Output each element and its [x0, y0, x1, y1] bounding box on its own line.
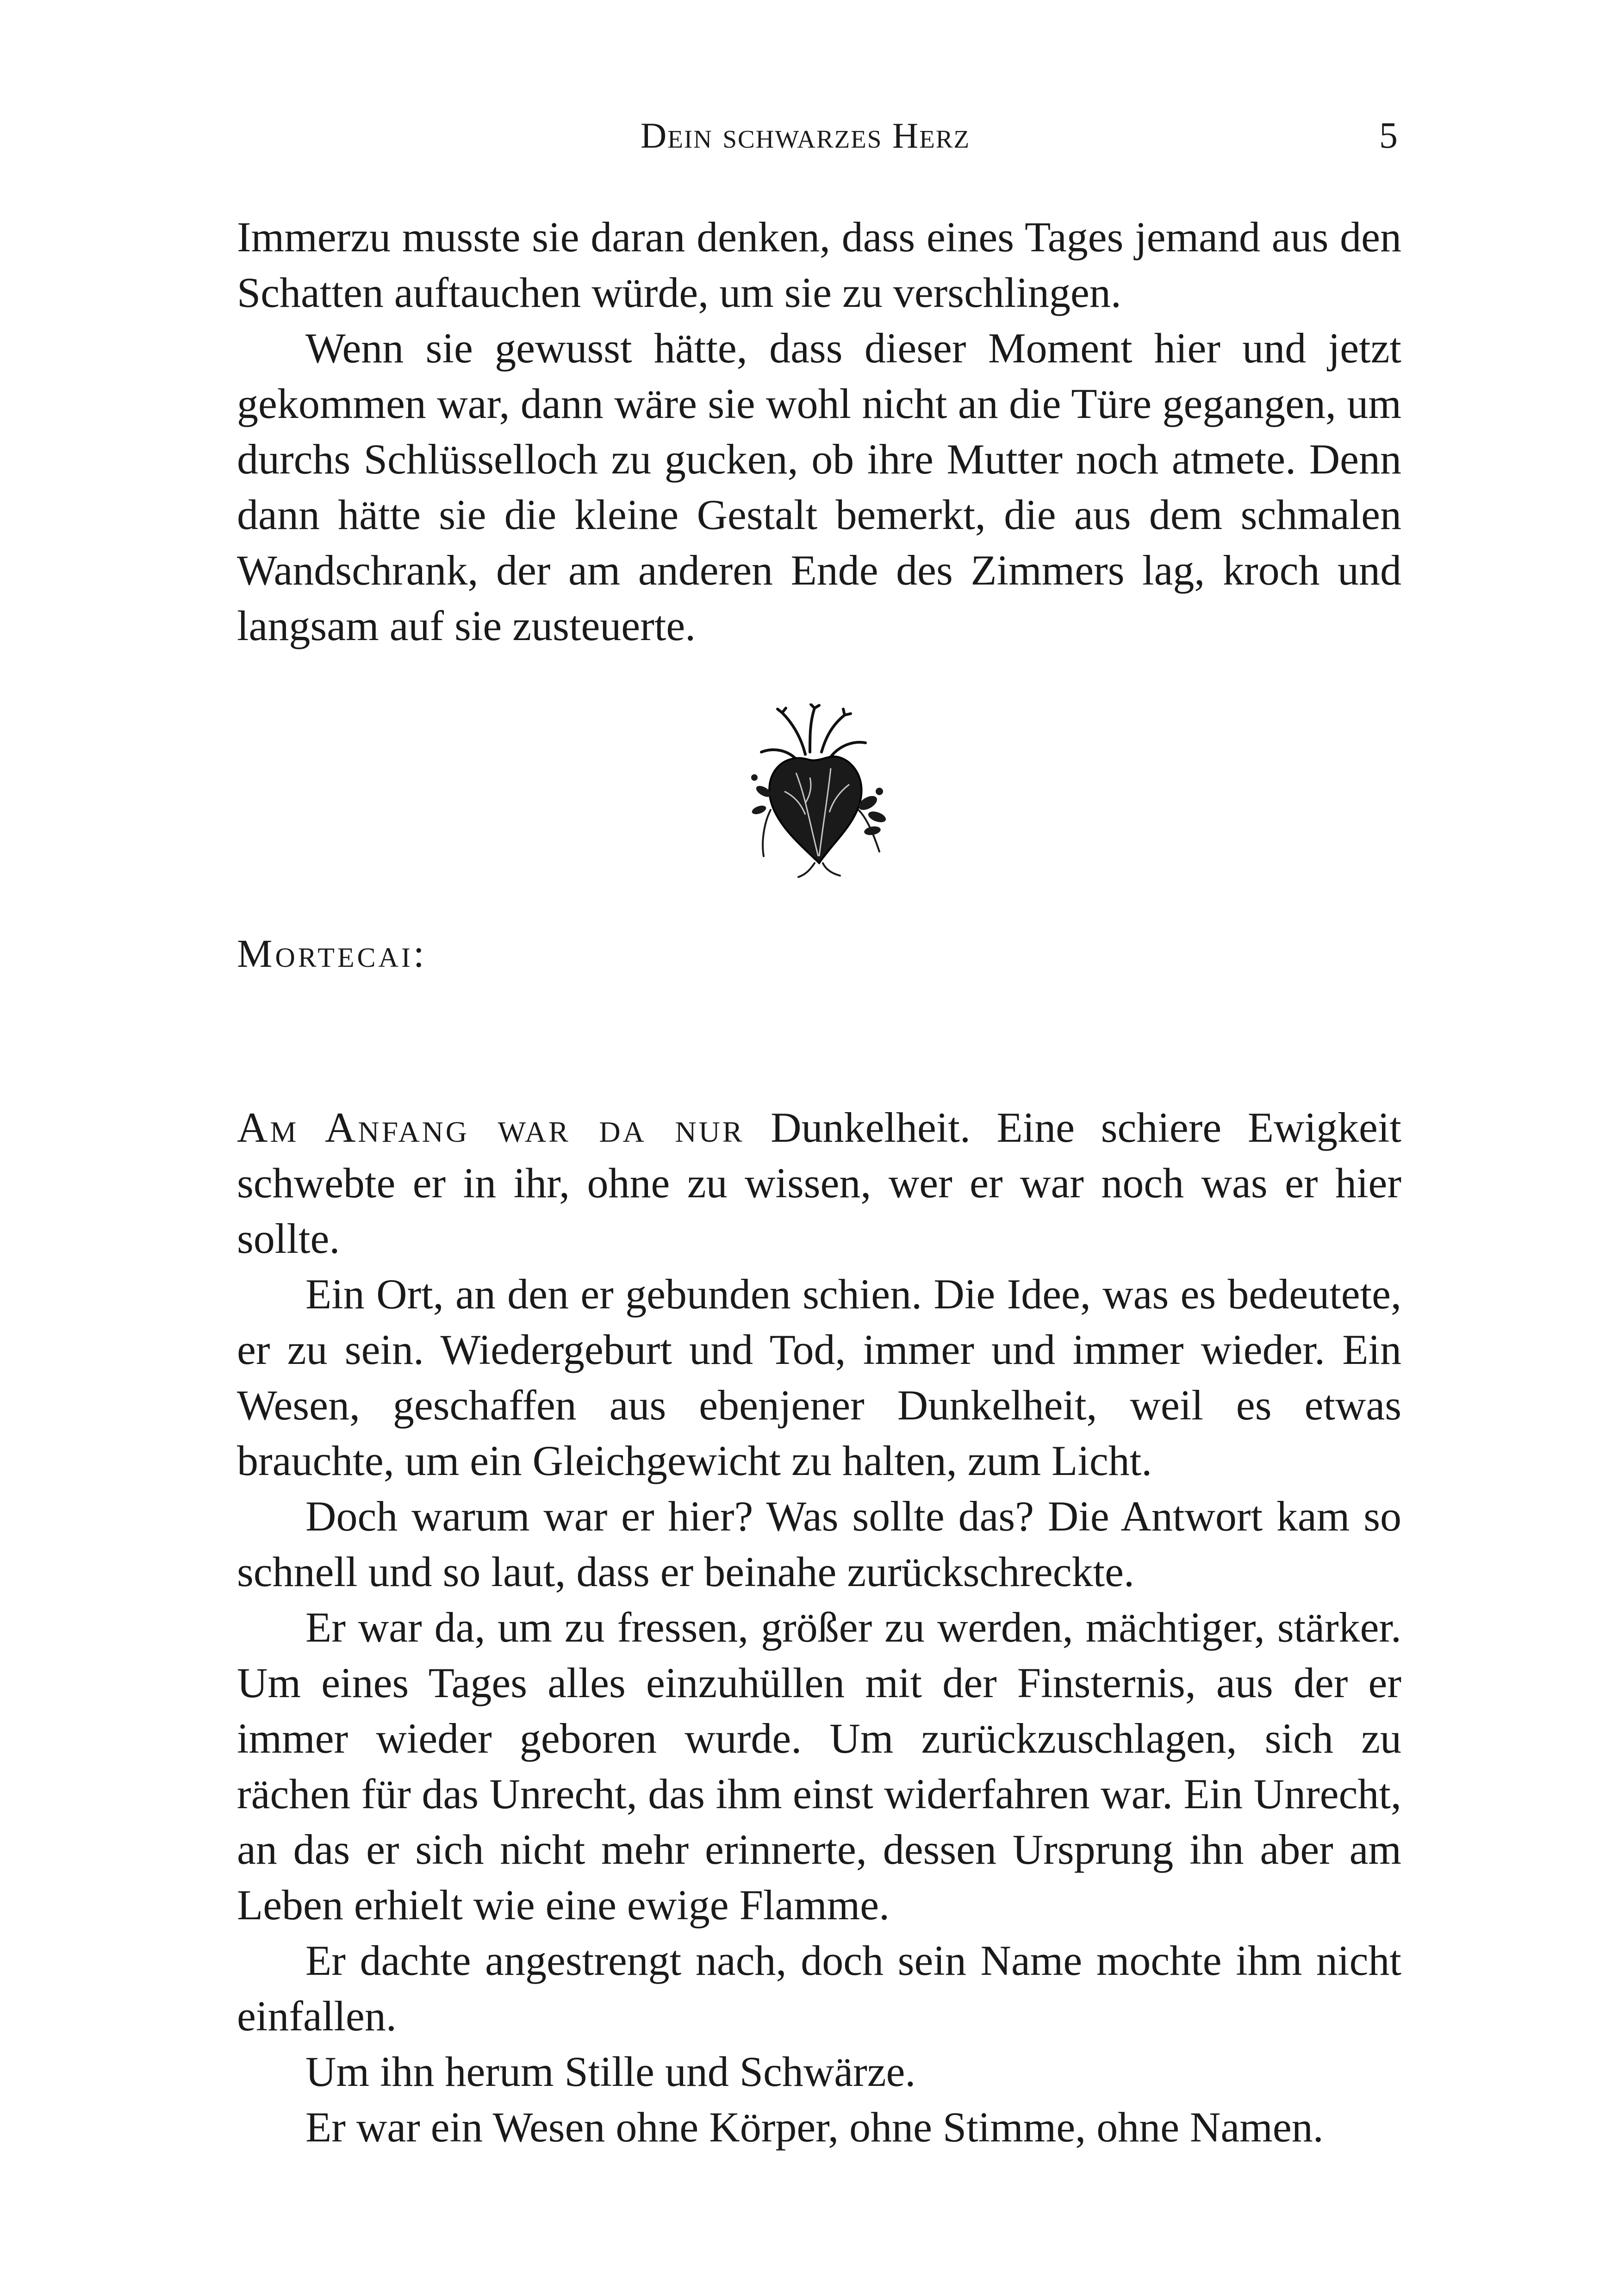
paragraph: Immerzu musste sie daran denken, dass eines Tages jemand aus den Schatten auftauchen würde, um sie zu verschlingen. — [237, 213, 1401, 316]
section-heading: Mortecai: — [237, 931, 427, 976]
lead-in-small-caps: Am Anfang war da nur — [237, 1104, 745, 1151]
paragraph-first — [237, 1100, 1401, 1266]
text-block-section — [237, 1100, 1401, 2155]
anatomical-heart-icon — [741, 703, 898, 879]
page-number: 5 — [1379, 115, 1398, 156]
paragraph-first-rest: Dunkelheit. Eine schiere Ewigkeit schwebte er in ihr, ohne zu wissen, wer er war noch was er hier sollte. — [237, 1104, 1401, 1262]
paragraph: Wenn sie gewusst hätte, dass dieser Moment hier und jetzt gekommen war, dann wäre sie wohl nicht an die Türe gegangen, um durchs Schlüsselloch zu gucken, ob ihre Mutter noch atmete. Denn dann hätte sie die kleine Gestalt bemerkt, die aus dem schmalen Wandschrank, der am anderen Ende des Zimmers lag, kroch und langsam auf sie zusteuerte. — [237, 324, 1401, 649]
paragraph: Er war da, um zu fressen, größer zu werden, mächtiger, stärker. Um eines Tages alles einzuhüllen mit der Finsternis, aus der er immer wieder geboren wurde. Um zurückzuschlagen, sich zu rächen für das Unrecht, das ihm einst widerfahren war. Ein Unrecht, an das er sich nicht mehr erinnerte, dessen Ursprung ihn aber am Leben erhielt wie eine ewige Flamme. — [237, 1604, 1401, 1929]
paragraph: Er war ein Wesen ohne Körper, ohne Stimme, ohne Namen. — [305, 2103, 1324, 2151]
text-block-top — [237, 209, 1401, 653]
running-title: Dein schwarzes Herz — [640, 115, 971, 156]
paragraph: Ein Ort, an den er gebunden schien. Die Idee, was es bedeutete, er zu sein. Wiedergeburt und Tod, immer und immer wieder. Ein Wesen, geschaffen aus ebenjener Dunkelheit, weil es etwas brauchte, um ein Gleichgewicht zu halten, zum Licht. — [237, 1270, 1401, 1484]
paragraph: Um ihn herum Stille und Schwärze. — [305, 2048, 916, 2095]
paragraph: Er dachte angestrengt nach, doch sein Name mochte ihm nicht einfallen. — [237, 1937, 1401, 2040]
paragraph: Doch warum war er hier? Was sollte das? Die Antwort kam so schnell und so laut, dass er beinahe zurückschreckte. — [237, 1493, 1401, 1595]
